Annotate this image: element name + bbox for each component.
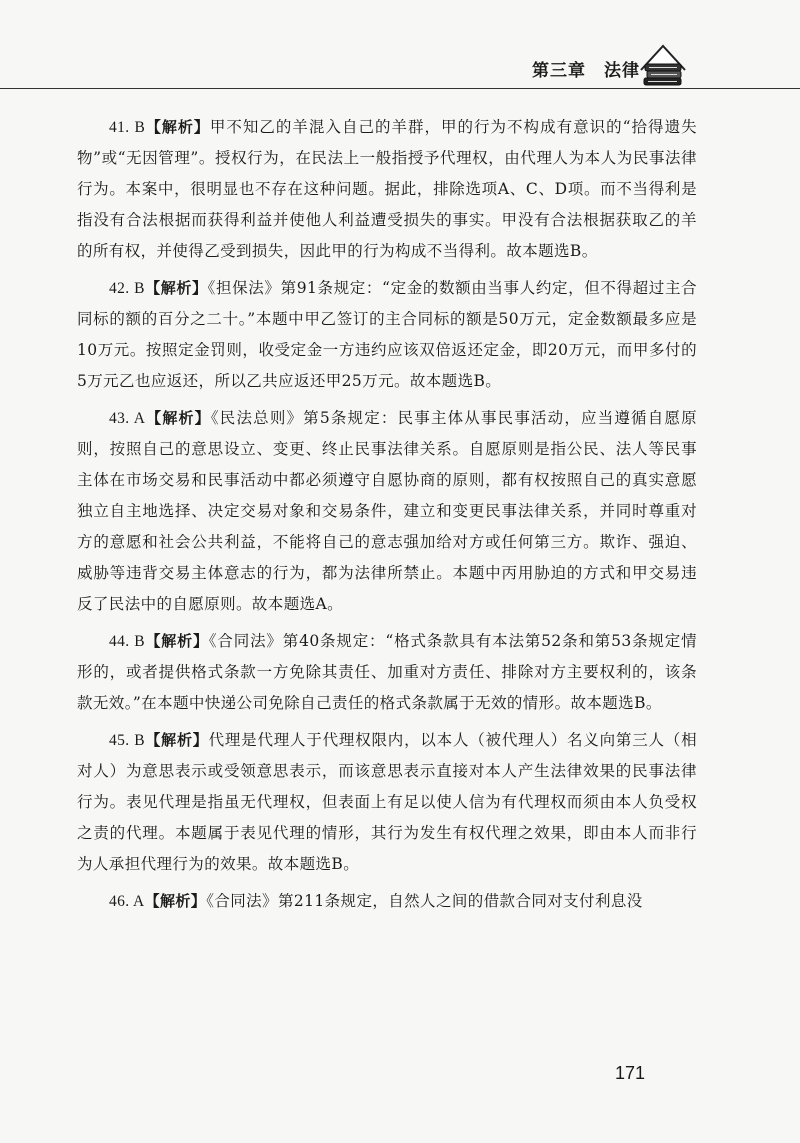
chapter-title: 第三章 法律 xyxy=(532,61,640,81)
analysis-tag: 【解析】 xyxy=(145,632,209,650)
analysis-tag: 【解析】 xyxy=(145,409,211,427)
answer-text: 《担保法》第91条规定：“定金的数额由当事人约定，但不得超过主合同标的额的百分之二十。”本题中甲乙签订的主合同标的额是50万元，定金数额最多应是10万元。按照定金罚则，收受定金一方违约应该双倍返还定金，即20万元，而甲多付的5万元乙也应返还，所以乙共应返还甲25万元。故本题选B。 xyxy=(77,279,697,390)
answer-41 xyxy=(77,112,697,267)
book-stack-icon xyxy=(637,40,689,92)
answer-text: 《合同法》第211条规定，自然人之间的借款合同对支付利息没 xyxy=(206,892,643,910)
answer-44 xyxy=(77,626,697,719)
answer-text: 《合同法》第40条规定：“格式条款具有本法第52条和第53条规定情形的，或者提供格式条款一方免除其责任、加重对方责任、排除对方主要权利的，该条款无效。”在本题中快递公司免除自己责任的格式条款属于无效的情形。故本题选B。 xyxy=(77,632,697,712)
answer-43 xyxy=(77,403,697,620)
page-number: 171 xyxy=(615,1063,646,1083)
answer-text: 代理是代理人于代理权限内，以本人（被代理人）名义向第三人（相对人）为意思表示或受领意思表示，而该意思表示直接对本人产生法律效果的民事法律行为。表见代理是指虽无代理权，但表面上有足以使人信为有代理权而须由本人负受权之责的代理。本题属于表见代理的情形，其行为发生有权代理之效果，即由本人而非行为人承担代理行为的效果。故本题选B。 xyxy=(77,731,697,873)
answer-text: 甲不知乙的羊混入自己的羊群，甲的行为不构成有意识的“拾得遗失物”或“无因管理”。授权行为，在民法上一般指授予代理权，由代理人为本人为民事法律行为。本案中，很明显也不存在这种问题。据此，排除选项A、C、D项。而不当得利是指没有合法根据而获得利益并使他人利益遭受损失的事实。甲没有合法根据获取乙的羊的所有权，并使得乙受到损失，因此甲的行为构成不当得利。故本题选B。 xyxy=(77,118,697,260)
answer-text: 《民法总则》第5条规定：民事主体从事民事活动，应当遵循自愿原则，按照自己的意思设立、变更、终止民事法律关系。自愿原则是指公民、法人等民事主体在市场交易和民事活动中都必须遵守自愿协商的原则，都有权按照自己的真实意愿独立自主地选择、决定交易对象和交易条件，建立和变更民事法律关系，并同时尊重对方的意愿和社会公共利益，不能将自己的意志强加给对方或任何第三方。欺诈、强迫、威胁等违背交易主体意志的行为，都为法律所禁止。本题中丙用胁迫的方式和甲交易违反了民法中的自愿原则。故本题选A。 xyxy=(77,409,697,613)
answer-number: 46. A xyxy=(109,893,145,910)
analysis-tag: 【解析】 xyxy=(145,118,210,136)
header-divider xyxy=(0,88,800,89)
page-header xyxy=(0,0,800,100)
answer-list xyxy=(77,112,697,923)
analysis-tag: 【解析】 xyxy=(144,279,208,297)
answer-number: 43. A xyxy=(109,410,146,427)
answer-45 xyxy=(77,725,697,880)
analysis-tag: 【解析】 xyxy=(144,731,209,749)
answer-42 xyxy=(77,273,697,397)
analysis-tag: 【解析】 xyxy=(144,892,207,910)
answer-number: 41. B xyxy=(109,119,146,136)
answer-number: 42. B xyxy=(109,280,145,297)
answer-number: 44. B xyxy=(109,633,146,650)
answer-number: 45. B xyxy=(109,732,145,749)
answer-46 xyxy=(77,886,697,917)
